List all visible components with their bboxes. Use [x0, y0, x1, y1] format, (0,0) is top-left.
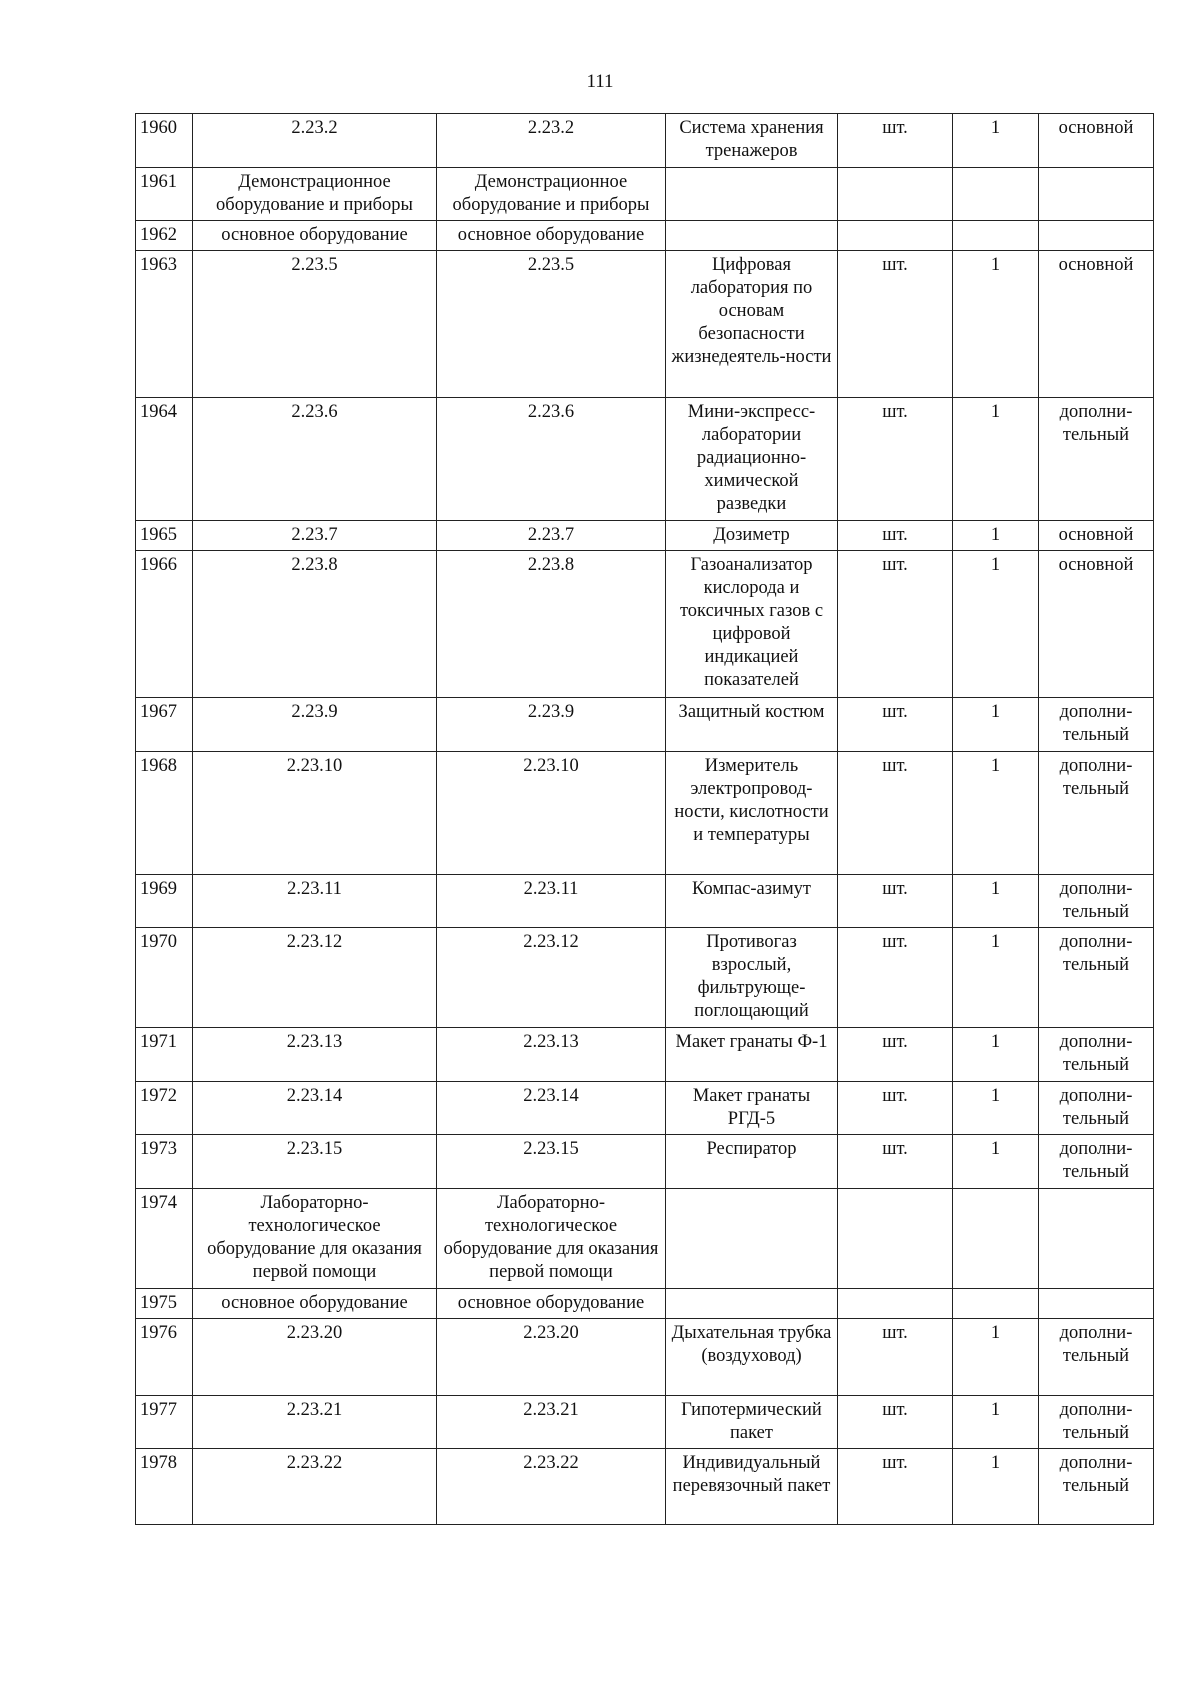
- table-row: [136, 1449, 1154, 1525]
- code-cell: 2.23.2: [193, 114, 437, 168]
- code-cell: основное оборудование: [193, 221, 437, 251]
- quantity-cell: 1: [953, 875, 1039, 928]
- equipment-table: [135, 113, 1154, 1525]
- item-name-cell: Макет гранаты РГД-5: [666, 1082, 838, 1135]
- unit-cell: шт.: [838, 1449, 953, 1525]
- quantity-cell: [953, 1289, 1039, 1319]
- unit-cell: шт.: [838, 551, 953, 698]
- table-row: [136, 1396, 1154, 1449]
- quantity-cell: 1: [953, 752, 1039, 875]
- table-row: [136, 168, 1154, 221]
- item-name-cell: Компас-азимут: [666, 875, 838, 928]
- equipment-type-cell: дополни-тельный: [1039, 1082, 1154, 1135]
- unit-cell: шт.: [838, 114, 953, 168]
- item-name-cell: Индивидуальный перевязочный пакет: [666, 1449, 838, 1525]
- code-ref-cell: 2.23.20: [437, 1319, 666, 1396]
- table-row: [136, 1028, 1154, 1082]
- table-row: [136, 698, 1154, 752]
- table-row: [136, 551, 1154, 698]
- code-ref-cell: 2.23.12: [437, 928, 666, 1028]
- row-number-cell: 1966: [136, 551, 193, 698]
- equipment-type-cell: дополни-тельный: [1039, 875, 1154, 928]
- item-name-cell: Противогаз взрослый, фильтрующе-поглощающий: [666, 928, 838, 1028]
- unit-cell: шт.: [838, 398, 953, 521]
- equipment-type-cell: основной: [1039, 551, 1154, 698]
- unit-cell: [838, 168, 953, 221]
- code-cell: 2.23.21: [193, 1396, 437, 1449]
- equipment-type-cell: дополни-тельный: [1039, 1319, 1154, 1396]
- code-ref-cell: Лабораторно-технологическое оборудование для оказания первой помощи: [437, 1189, 666, 1289]
- code-cell: 2.23.9: [193, 698, 437, 752]
- row-number-cell: 1968: [136, 752, 193, 875]
- item-name-cell: Дыхательная трубка (воздуховод): [666, 1319, 838, 1396]
- quantity-cell: 1: [953, 521, 1039, 551]
- quantity-cell: [953, 168, 1039, 221]
- quantity-cell: 1: [953, 698, 1039, 752]
- equipment-type-cell: дополни-тельный: [1039, 1028, 1154, 1082]
- quantity-cell: 1: [953, 251, 1039, 398]
- code-cell: 2.23.22: [193, 1449, 437, 1525]
- code-cell: основное оборудование: [193, 1289, 437, 1319]
- row-number-cell: 1972: [136, 1082, 193, 1135]
- item-name-cell: Дозиметр: [666, 521, 838, 551]
- item-name-cell: Респиратор: [666, 1135, 838, 1189]
- code-ref-cell: 2.23.11: [437, 875, 666, 928]
- code-ref-cell: 2.23.13: [437, 1028, 666, 1082]
- item-name-cell: Цифровая лаборатория по основам безопасности жизнедеятель-ности: [666, 251, 838, 398]
- unit-cell: шт.: [838, 1135, 953, 1189]
- equipment-type-cell: дополни-тельный: [1039, 752, 1154, 875]
- code-ref-cell: 2.23.14: [437, 1082, 666, 1135]
- table-row: [136, 1189, 1154, 1289]
- row-number-cell: 1967: [136, 698, 193, 752]
- unit-cell: шт.: [838, 698, 953, 752]
- code-ref-cell: 2.23.15: [437, 1135, 666, 1189]
- table-row: [136, 752, 1154, 875]
- unit-cell: шт.: [838, 1319, 953, 1396]
- row-number-cell: 1971: [136, 1028, 193, 1082]
- table-row: [136, 521, 1154, 551]
- table-row: [136, 398, 1154, 521]
- row-number-cell: 1978: [136, 1449, 193, 1525]
- code-cell: 2.23.6: [193, 398, 437, 521]
- code-cell: 2.23.11: [193, 875, 437, 928]
- item-name-cell: [666, 221, 838, 251]
- unit-cell: [838, 1189, 953, 1289]
- row-number-cell: 1963: [136, 251, 193, 398]
- unit-cell: [838, 221, 953, 251]
- row-number-cell: 1960: [136, 114, 193, 168]
- code-cell: 2.23.15: [193, 1135, 437, 1189]
- item-name-cell: Система хранения тренажеров: [666, 114, 838, 168]
- equipment-type-cell: дополни-тельный: [1039, 698, 1154, 752]
- equipment-type-cell: [1039, 1189, 1154, 1289]
- code-cell: Демонстрационное оборудование и приборы: [193, 168, 437, 221]
- equipment-type-cell: [1039, 168, 1154, 221]
- quantity-cell: [953, 1189, 1039, 1289]
- code-cell: 2.23.20: [193, 1319, 437, 1396]
- quantity-cell: 1: [953, 398, 1039, 521]
- equipment-type-cell: дополни-тельный: [1039, 928, 1154, 1028]
- code-cell: 2.23.13: [193, 1028, 437, 1082]
- code-ref-cell: 2.23.7: [437, 521, 666, 551]
- table-row: [136, 928, 1154, 1028]
- table-row: [136, 1289, 1154, 1319]
- unit-cell: шт.: [838, 875, 953, 928]
- unit-cell: шт.: [838, 1396, 953, 1449]
- code-ref-cell: 2.23.10: [437, 752, 666, 875]
- equipment-type-cell: основной: [1039, 114, 1154, 168]
- equipment-type-cell: основной: [1039, 521, 1154, 551]
- item-name-cell: Мини-экспресс-лаборатории радиационно-химической разведки: [666, 398, 838, 521]
- table-row: [136, 114, 1154, 168]
- item-name-cell: [666, 168, 838, 221]
- quantity-cell: 1: [953, 1396, 1039, 1449]
- code-ref-cell: основное оборудование: [437, 1289, 666, 1319]
- equipment-type-cell: дополни-тельный: [1039, 398, 1154, 521]
- quantity-cell: 1: [953, 114, 1039, 168]
- row-number-cell: 1970: [136, 928, 193, 1028]
- quantity-cell: 1: [953, 1449, 1039, 1525]
- unit-cell: шт.: [838, 928, 953, 1028]
- unit-cell: шт.: [838, 1082, 953, 1135]
- table-row: [136, 1082, 1154, 1135]
- unit-cell: шт.: [838, 752, 953, 875]
- equipment-type-cell: [1039, 221, 1154, 251]
- quantity-cell: 1: [953, 551, 1039, 698]
- row-number-cell: 1973: [136, 1135, 193, 1189]
- unit-cell: шт.: [838, 1028, 953, 1082]
- code-ref-cell: 2.23.22: [437, 1449, 666, 1525]
- item-name-cell: Газоанализатор кислорода и токсичных газов с цифровой индикацией показателей: [666, 551, 838, 698]
- row-number-cell: 1961: [136, 168, 193, 221]
- code-ref-cell: Демонстрационное оборудование и приборы: [437, 168, 666, 221]
- item-name-cell: Измеритель электропровод-ности, кислотности и температуры: [666, 752, 838, 875]
- code-ref-cell: 2.23.5: [437, 251, 666, 398]
- code-cell: 2.23.7: [193, 521, 437, 551]
- code-ref-cell: 2.23.6: [437, 398, 666, 521]
- row-number-cell: 1977: [136, 1396, 193, 1449]
- unit-cell: шт.: [838, 521, 953, 551]
- quantity-cell: 1: [953, 1135, 1039, 1189]
- table-row: [136, 251, 1154, 398]
- quantity-cell: 1: [953, 1028, 1039, 1082]
- code-cell: 2.23.14: [193, 1082, 437, 1135]
- unit-cell: шт.: [838, 251, 953, 398]
- table-row: [136, 1135, 1154, 1189]
- code-ref-cell: 2.23.9: [437, 698, 666, 752]
- row-number-cell: 1969: [136, 875, 193, 928]
- row-number-cell: 1976: [136, 1319, 193, 1396]
- code-ref-cell: 2.23.21: [437, 1396, 666, 1449]
- code-cell: 2.23.10: [193, 752, 437, 875]
- equipment-type-cell: дополни-тельный: [1039, 1135, 1154, 1189]
- table-body: [136, 114, 1154, 1525]
- table-row: [136, 875, 1154, 928]
- code-cell: 2.23.5: [193, 251, 437, 398]
- quantity-cell: 1: [953, 1082, 1039, 1135]
- code-cell: 2.23.12: [193, 928, 437, 1028]
- equipment-type-cell: основной: [1039, 251, 1154, 398]
- page-number: 111: [586, 71, 614, 92]
- table-row: [136, 1319, 1154, 1396]
- quantity-cell: 1: [953, 1319, 1039, 1396]
- unit-cell: [838, 1289, 953, 1319]
- quantity-cell: [953, 221, 1039, 251]
- code-ref-cell: 2.23.8: [437, 551, 666, 698]
- code-cell: 2.23.8: [193, 551, 437, 698]
- item-name-cell: Защитный костюм: [666, 698, 838, 752]
- row-number-cell: 1962: [136, 221, 193, 251]
- row-number-cell: 1965: [136, 521, 193, 551]
- code-ref-cell: 2.23.2: [437, 114, 666, 168]
- code-cell: Лабораторно-технологическое оборудование для оказания первой помощи: [193, 1189, 437, 1289]
- equipment-type-cell: [1039, 1289, 1154, 1319]
- item-name-cell: Макет гранаты Ф-1: [666, 1028, 838, 1082]
- item-name-cell: [666, 1189, 838, 1289]
- row-number-cell: 1964: [136, 398, 193, 521]
- table-row: [136, 221, 1154, 251]
- row-number-cell: 1974: [136, 1189, 193, 1289]
- equipment-type-cell: дополни-тельный: [1039, 1396, 1154, 1449]
- code-ref-cell: основное оборудование: [437, 221, 666, 251]
- quantity-cell: 1: [953, 928, 1039, 1028]
- row-number-cell: 1975: [136, 1289, 193, 1319]
- item-name-cell: Гипотермический пакет: [666, 1396, 838, 1449]
- equipment-type-cell: дополни-тельный: [1039, 1449, 1154, 1525]
- item-name-cell: [666, 1289, 838, 1319]
